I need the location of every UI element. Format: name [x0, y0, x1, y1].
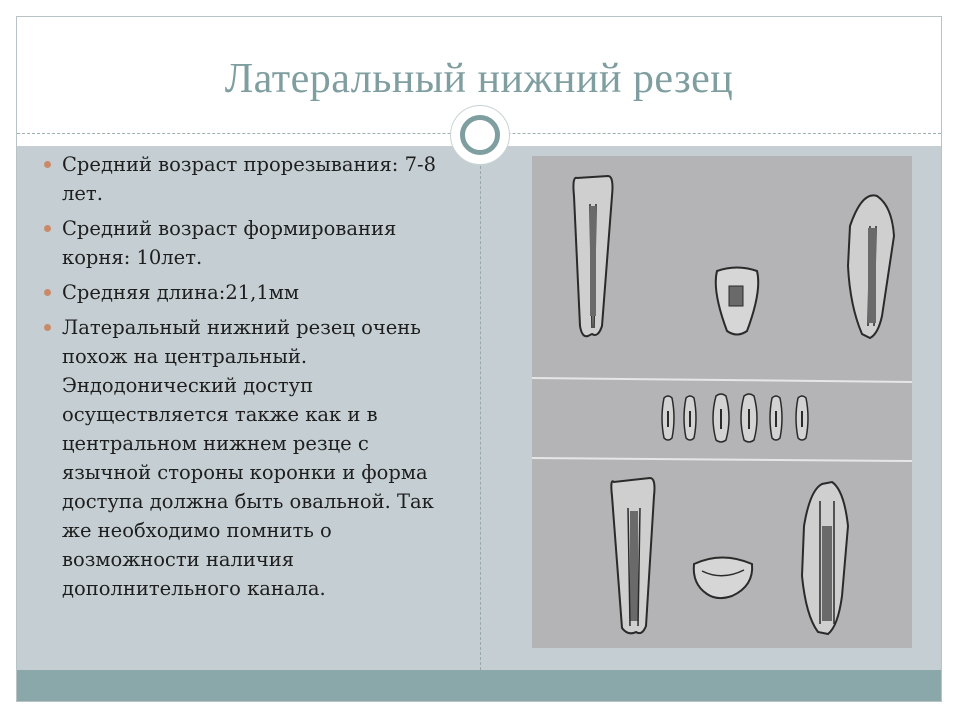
bullet-dot-icon [44, 289, 51, 296]
tooth-diagram-icon [532, 156, 912, 648]
bullet-item: Средний возраст формирования корня: 10лет. [42, 214, 462, 272]
footer-bar [17, 670, 941, 701]
bullet-item: Средний возраст прорезывания: 7-8 лет. [42, 150, 462, 208]
column-divider [480, 146, 481, 670]
bullet-dot-icon [44, 161, 51, 168]
bullet-item: Средняя длина:21,1мм [42, 278, 462, 307]
tooth-diagram-image [532, 156, 912, 648]
bullet-item: Латеральный нижний резец очень похож на центральный. Эндодонический доступ осуществляется также как и в центральном нижнем резце с язычной стороны коронки и форма доступа должна быть овальной. Так же необходимо помнить о возможности наличия дополнительного канала. [42, 313, 462, 603]
circle-ring [460, 115, 500, 155]
bullet-dot-icon [44, 324, 51, 331]
slide-title: Латеральный нижний резец [224, 56, 734, 102]
bullet-list [42, 150, 462, 609]
bullet-dot-icon [44, 225, 51, 232]
